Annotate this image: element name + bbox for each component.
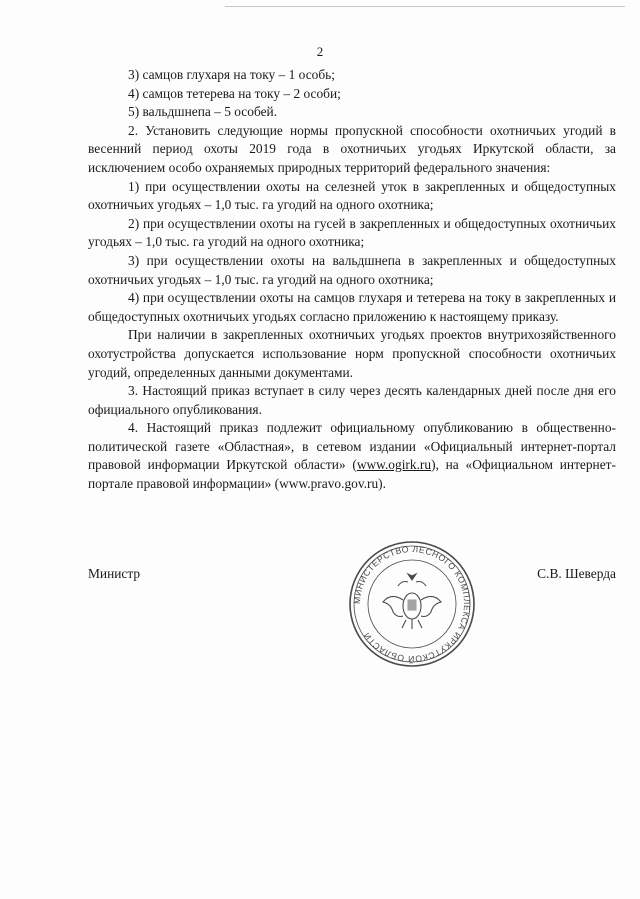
page-number: 2 — [316, 44, 324, 59]
paragraph-3: 3. Настоящий приказ вступает в силу через десять календарных дней после дня его официального опубликования. — [88, 383, 616, 417]
signer-title: Министр — [88, 566, 141, 581]
list-item-capercaillie: 3) самцов глухаря на току – 1 особь; — [128, 67, 335, 82]
coat-of-arms-emblem — [383, 574, 441, 629]
list-item-woodcock: 5) вальдшнепа – 5 особей. — [128, 104, 278, 120]
seal-text: МИНИСТЕРСТВО ЛЕСНОГО КОМПЛЕКСА ИРКУТСКОЙ ОБЛАСТИ — [351, 543, 473, 665]
paragraph-4-text-end: ), на «Официальном интернет-портале правовой информации» (www.pravo.gov.ru). — [88, 457, 616, 492]
paragraph-4 — [88, 419, 616, 493]
list-item-black-grouse: 4) самцов тетерева на току – 2 особи; — [128, 85, 341, 101]
signer-name: С.В. Шеверда — [537, 566, 616, 581]
paragraph-2-3: 3) при осуществлении охоты на вальдшнепа в закрепленных и общедоступных охотничьих угодьях – 1,0 тыс. га угодий на одного охотника; — [88, 252, 616, 287]
document-body — [88, 66, 616, 494]
scan-artifact-line — [225, 6, 625, 7]
paragraph-2: 2. Установить следующие нормы пропускной способности охотничьих угодий в весенний период охоты 2019 года в охотничьих угодьях Иркутской области, за исключением особо охраняемых природных территорий федерального значения: — [88, 122, 616, 175]
ogirk-link[interactable]: www.ogirk.ru — [356, 457, 432, 473]
paragraph-2-1: 1) при осуществлении охоты на селезней уток в закрепленных и общедоступных охотничьих угодьях – 1,0 тыс. га угодий на одного охотника; — [88, 178, 616, 213]
paragraph-4-text-start: 4. Настоящий приказ подлежит официальному опубликованию в общественно-политической газете «Областная», в сетевом издании «Официальный интернет-портал правовой информации Иркутской области» ( — [88, 420, 616, 473]
paragraph-2-5: При наличии в закрепленных охотничьих угодьях проектов внутрихозяйственного охотустройства допускается использование норм пропускной способности охотничьих угодий, определенных данными документами. — [88, 327, 616, 380]
paragraph-2-4: 4) при осуществлении охоты на самцов глухаря и тетерева на току в закрепленных и общедоступных охотничьих угодьях согласно приложению к настоящему приказу. — [88, 290, 616, 324]
paragraph-2-2: 2) при осуществлении охоты на гусей в закрепленных и общедоступных охотничьих угодьях – 1,0 тыс. га угодий на одного охотника; — [88, 215, 616, 250]
official-seal-stamp — [348, 540, 476, 668]
